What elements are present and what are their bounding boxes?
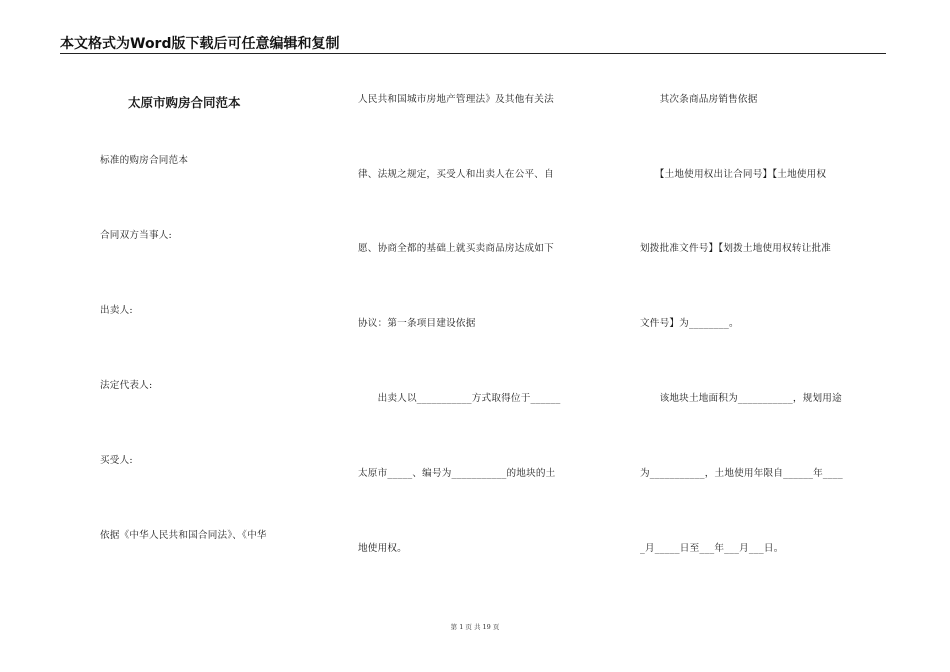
header-divider bbox=[60, 53, 886, 54]
page-number: 第 1 页 共 19 页 bbox=[450, 623, 500, 631]
text-line: 为___________，土地使用年限自______年____ bbox=[640, 468, 843, 479]
text-line: 出卖人: bbox=[100, 305, 133, 316]
text-line: _月_____日至___年___月___日。 bbox=[640, 543, 784, 554]
text-line: 地使用权。 bbox=[358, 543, 407, 554]
text-line: 律、法规之规定，买受人和出卖人在公平、自 bbox=[358, 169, 554, 180]
text-line: 法定代表人: bbox=[100, 380, 153, 391]
text-line: 依据《中华人民共和国合同法》、《中华 bbox=[100, 530, 267, 541]
text-line: 该地块土地面积为___________，规划用途 bbox=[640, 393, 842, 404]
text-line: 买受人: bbox=[100, 455, 133, 466]
text-line: 其次条商品房销售依据 bbox=[640, 94, 758, 105]
text-line: 【土地使用权出让合同号】【土地使用权 bbox=[640, 169, 827, 180]
text-line: 出卖人以___________方式取得位于______ bbox=[358, 393, 561, 404]
document-header: 本文格式为Word版下载后可任意编辑和复制 bbox=[60, 36, 340, 52]
text-line: 划拨批准文件号】【划拨土地使用权转让批准 bbox=[640, 243, 832, 254]
text-line: 愿、协商全都的基础上就买卖商品房达成如下 bbox=[358, 243, 554, 254]
text-line: 太原市_____、编号为___________的地块的土 bbox=[358, 468, 556, 479]
text-line: 合同双方当事人: bbox=[100, 230, 172, 241]
text-line: 文件号】为________。 bbox=[640, 318, 739, 329]
text-line: 人民共和国城市房地产管理法》及其他有关法 bbox=[358, 94, 554, 105]
text-line: 协议：第一条项目建设依据 bbox=[358, 318, 476, 329]
document-title: 太原市购房合同范本 bbox=[128, 95, 241, 110]
text-line: 标准的购房合同范本 bbox=[100, 155, 189, 166]
